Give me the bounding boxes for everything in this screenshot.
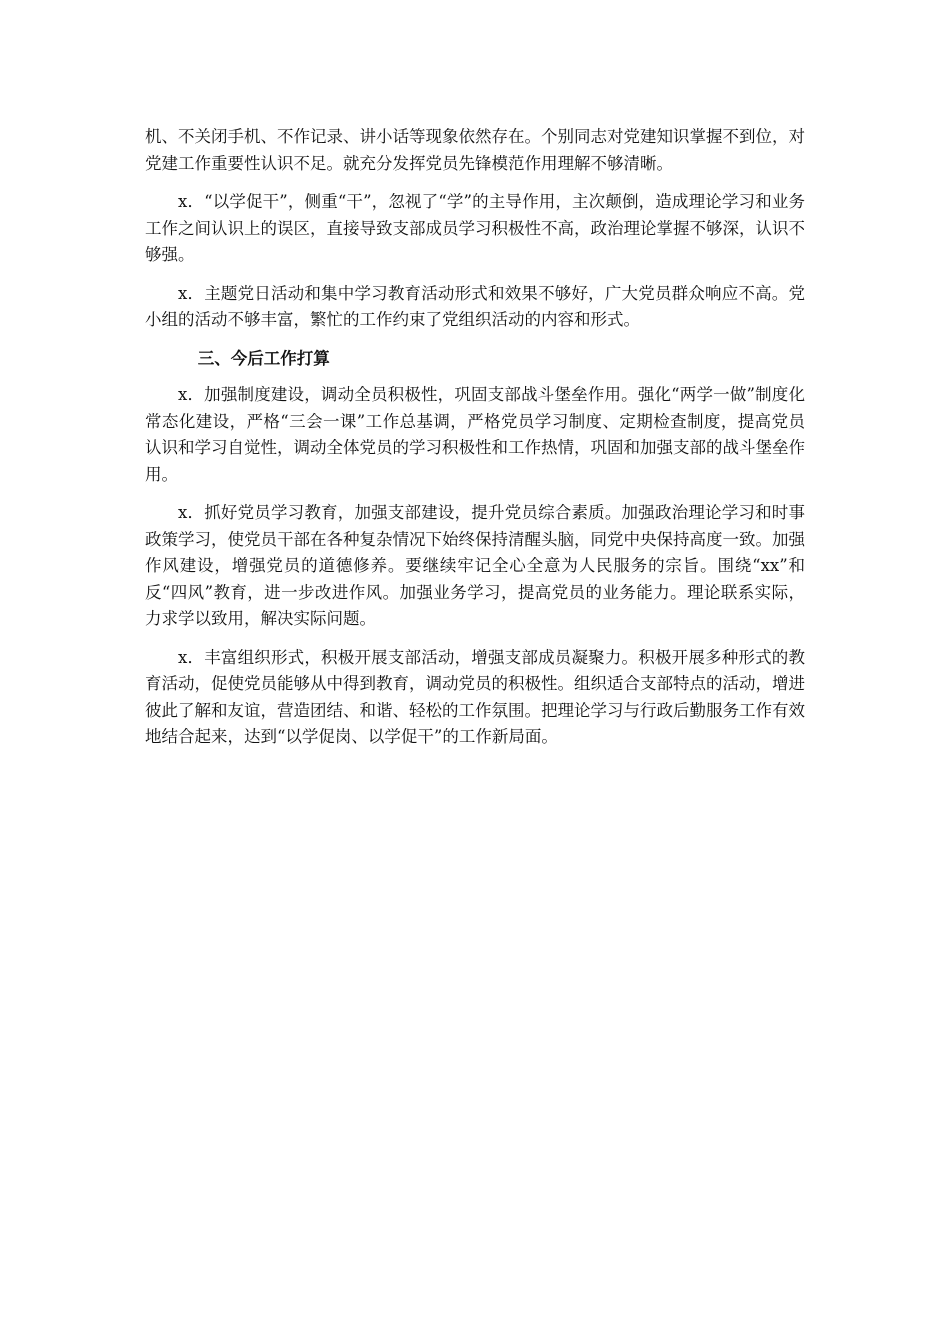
paragraph-issue-3: x．主题党日活动和集中学习教育活动形式和效果不够好，广大党员群众响应不高。党小组的活动不够丰富，繁忙的工作约束了党组织活动的内容和形式。 xyxy=(145,283,805,329)
document-page xyxy=(145,124,805,763)
paragraph-plan-1: x．加强制度建设，调动全员积极性，巩固支部战斗堡垒作用。强化“两学一做”制度化常态化建设，严格“三会一课”工作总基调，严格党员学习制度、定期检查制度，提高党员认识和学习自觉性，调动全体党员的学习积极性和工作热情，巩固和加强支部的战斗堡垒作用。 xyxy=(145,385,805,484)
section-heading: 三、今后工作打算 xyxy=(197,348,330,368)
paragraph-plan-3: x．丰富组织形式，积极开展支部活动，增强支部成员凝聚力。积极开展多种形式的教育活动，促使党员能够从中得到教育，调动党员的积极性。组织适合支部特点的活动，增进彼此了解和友谊，营造团结、和谐、轻松的工作氛围。把理论学习与行政后勤服务工作有效地结合起来，达到“以学促岗、以学促干”的工作新局面。 xyxy=(145,647,805,746)
paragraph-plan-2: x．抓好党员学习教育，加强支部建设，提升党员综合素质。加强政治理论学习和时事政策学习，使党员干部在各种复杂情况下始终保持清醒头脑，同党中央保持高度一致。加强作风建设，增强党员的道德修养。要继续牢记全心全意为人民服务的宗旨。围绕“xx”和反“四风”教育，进一步改进作风。加强业务学习，提高党员的业务能力。理论联系实际，力求学以致用，解决实际问题。 xyxy=(145,503,805,628)
paragraph-continued: 机、不关闭手机、不作记录、讲小话等现象依然存在。个别同志对党建知识掌握不到位，对党建工作重要性认识不足。就充分发挥党员先锋模范作用理解不够清晰。 xyxy=(145,127,805,173)
paragraph-issue-2: x．“以学促干”，侧重“干”，忽视了“学”的主导作用，主次颠倒，造成理论学习和业务工作之间认识上的误区，直接导致支部成员学习积极性不高，政治理论掌握不够深，认识不够强。 xyxy=(145,192,805,264)
